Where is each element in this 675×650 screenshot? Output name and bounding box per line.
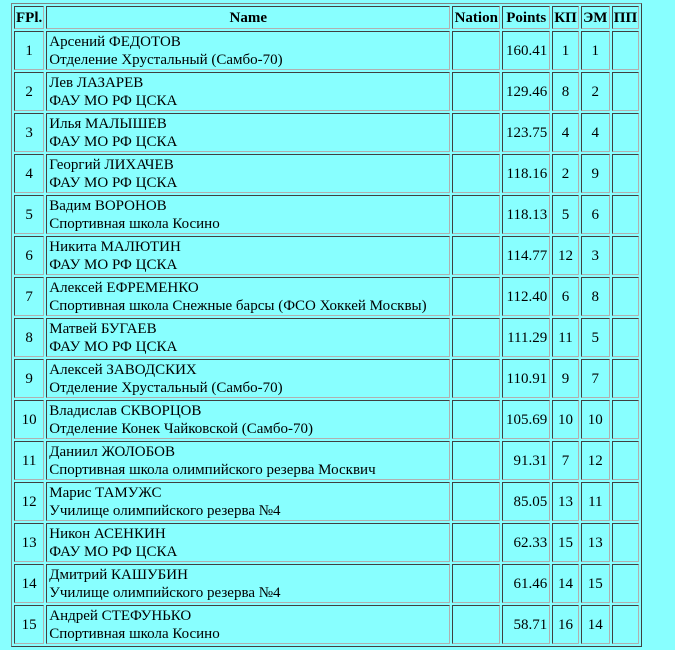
nation-cell (452, 277, 500, 316)
kp-cell: 14 (552, 564, 579, 603)
athlete-name: Никита МАЛЮТИН (49, 238, 181, 255)
kp-cell: 9 (552, 359, 579, 398)
points-cell: 91.31 (502, 441, 550, 480)
athlete-club: ФАУ МО РФ ЦСКА (49, 92, 178, 109)
em-cell: 9 (581, 154, 610, 193)
table-row (14, 72, 639, 111)
athlete-name: Арсений ФЕДОТОВ (49, 33, 181, 50)
athlete-club: Училище олимпийского резерва №4 (49, 502, 281, 519)
em-cell: 8 (581, 277, 610, 316)
table-row (14, 31, 639, 70)
pp-cell (612, 154, 639, 193)
athlete-cell (46, 400, 450, 439)
nation-cell (452, 400, 500, 439)
points-cell: 85.05 (502, 482, 550, 521)
points-cell: 112.40 (502, 277, 550, 316)
pp-cell (612, 31, 639, 70)
athlete-cell (46, 359, 450, 398)
pp-cell (612, 400, 639, 439)
athlete-cell (46, 113, 450, 152)
pp-cell (612, 359, 639, 398)
place-cell: 1 (14, 31, 44, 70)
place-cell: 4 (14, 154, 44, 193)
points-cell: 118.13 (502, 195, 550, 234)
athlete-name: Никон АСЕНКИН (49, 525, 166, 542)
athlete-club: Спортивная школа олимпийского резерва Москвич (49, 461, 376, 478)
athlete-club: Спортивная школа Косино (49, 625, 220, 642)
athlete-club: ФАУ МО РФ ЦСКА (49, 543, 178, 560)
athlete-cell (46, 154, 450, 193)
nation-cell (452, 318, 500, 357)
athlete-name: Вадим ВОРОНОВ (49, 197, 167, 214)
pp-cell (612, 318, 639, 357)
athlete-name: Илья МАЛЫШЕВ (49, 115, 167, 132)
nation-cell (452, 154, 500, 193)
place-cell: 3 (14, 113, 44, 152)
athlete-name: Андрей СТЕФУНЬКО (49, 607, 192, 624)
pp-cell (612, 564, 639, 603)
points-cell: 62.33 (502, 523, 550, 562)
athlete-name: Алексей ЗАВОДСКИХ (49, 361, 197, 378)
kp-cell: 8 (552, 72, 579, 111)
athlete-club: Отделение Хрустальный (Самбо-70) (49, 379, 283, 396)
athlete-name: Даниил ЖОЛОБОВ (49, 443, 175, 460)
athlete-cell (46, 564, 450, 603)
nation-cell (452, 482, 500, 521)
table-row (14, 605, 639, 644)
points-cell: 129.46 (502, 72, 550, 111)
kp-cell: 7 (552, 441, 579, 480)
pp-cell (612, 113, 639, 152)
header-em: ЭМ (581, 6, 610, 29)
athlete-name: Дмитрий КАШУБИН (49, 566, 188, 583)
kp-cell: 11 (552, 318, 579, 357)
place-cell: 9 (14, 359, 44, 398)
em-cell: 11 (581, 482, 610, 521)
athlete-cell (46, 277, 450, 316)
header-place: FPl. (14, 6, 44, 29)
place-cell: 5 (14, 195, 44, 234)
athlete-club: Спортивная школа Косино (49, 215, 220, 232)
athlete-cell (46, 72, 450, 111)
kp-cell: 16 (552, 605, 579, 644)
em-cell: 2 (581, 72, 610, 111)
header-points: Points (502, 6, 550, 29)
nation-cell (452, 564, 500, 603)
em-cell: 4 (581, 113, 610, 152)
header-kp: КП (552, 6, 579, 29)
athlete-club: ФАУ МО РФ ЦСКА (49, 256, 178, 273)
kp-cell: 1 (552, 31, 579, 70)
place-cell: 14 (14, 564, 44, 603)
table-row (14, 318, 639, 357)
header-name: Name (46, 6, 450, 29)
athlete-name: Алексей ЕФРЕМЕНКО (49, 279, 199, 296)
place-cell: 7 (14, 277, 44, 316)
em-cell: 6 (581, 195, 610, 234)
athlete-cell (46, 482, 450, 521)
place-cell: 6 (14, 236, 44, 275)
place-cell: 8 (14, 318, 44, 357)
kp-cell: 15 (552, 523, 579, 562)
header-nation: Nation (452, 6, 500, 29)
place-cell: 13 (14, 523, 44, 562)
athlete-club: ФАУ МО РФ ЦСКА (49, 338, 178, 355)
em-cell: 10 (581, 400, 610, 439)
athlete-name: Марис ТАМУЖС (49, 484, 162, 501)
pp-cell (612, 72, 639, 111)
nation-cell (452, 441, 500, 480)
nation-cell (452, 72, 500, 111)
table-row (14, 359, 639, 398)
points-cell: 61.46 (502, 564, 550, 603)
table-row (14, 113, 639, 152)
athlete-cell (46, 236, 450, 275)
table-row (14, 482, 639, 521)
athlete-club: Отделение Хрустальный (Самбо-70) (49, 51, 283, 68)
nation-cell (452, 236, 500, 275)
athlete-club: ФАУ МО РФ ЦСКА (49, 174, 178, 191)
athlete-name: Владислав СКВОРЦОВ (49, 402, 202, 419)
nation-cell (452, 195, 500, 234)
nation-cell (452, 359, 500, 398)
kp-cell: 12 (552, 236, 579, 275)
table-row (14, 441, 639, 480)
points-cell: 111.29 (502, 318, 550, 357)
athlete-cell (46, 195, 450, 234)
pp-cell (612, 523, 639, 562)
kp-cell: 2 (552, 154, 579, 193)
table-row (14, 277, 639, 316)
pp-cell (612, 441, 639, 480)
athlete-name: Лев ЛАЗАРЕВ (49, 74, 144, 91)
athlete-cell (46, 318, 450, 357)
em-cell: 15 (581, 564, 610, 603)
results-table (11, 3, 642, 647)
nation-cell (452, 605, 500, 644)
nation-cell (452, 523, 500, 562)
em-cell: 1 (581, 31, 610, 70)
table-row (14, 154, 639, 193)
pp-cell (612, 195, 639, 234)
place-cell: 15 (14, 605, 44, 644)
pp-cell (612, 605, 639, 644)
nation-cell (452, 31, 500, 70)
points-cell: 110.91 (502, 359, 550, 398)
place-cell: 2 (14, 72, 44, 111)
em-cell: 14 (581, 605, 610, 644)
results-body (14, 31, 639, 644)
athlete-name: Матвей БУГАЕВ (49, 320, 157, 337)
em-cell: 13 (581, 523, 610, 562)
pp-cell (612, 277, 639, 316)
kp-cell: 13 (552, 482, 579, 521)
header-row (14, 6, 639, 29)
nation-cell (452, 113, 500, 152)
athlete-name: Георгий ЛИХАЧЕВ (49, 156, 174, 173)
points-cell: 160.41 (502, 31, 550, 70)
athlete-cell (46, 605, 450, 644)
table-row (14, 523, 639, 562)
points-cell: 58.71 (502, 605, 550, 644)
table-row (14, 400, 639, 439)
kp-cell: 6 (552, 277, 579, 316)
em-cell: 7 (581, 359, 610, 398)
athlete-cell (46, 441, 450, 480)
athlete-cell (46, 31, 450, 70)
table-row (14, 195, 639, 234)
athlete-club: Спортивная школа Снежные барсы (ФСО Хоккей Москвы) (49, 297, 427, 314)
kp-cell: 10 (552, 400, 579, 439)
points-cell: 118.16 (502, 154, 550, 193)
pp-cell (612, 482, 639, 521)
place-cell: 12 (14, 482, 44, 521)
points-cell: 105.69 (502, 400, 550, 439)
em-cell: 5 (581, 318, 610, 357)
athlete-club: Отделение Конек Чайковской (Самбо-70) (49, 420, 314, 437)
points-cell: 114.77 (502, 236, 550, 275)
em-cell: 3 (581, 236, 610, 275)
points-cell: 123.75 (502, 113, 550, 152)
athlete-club: ФАУ МО РФ ЦСКА (49, 133, 178, 150)
kp-cell: 5 (552, 195, 579, 234)
athlete-cell (46, 523, 450, 562)
pp-cell (612, 236, 639, 275)
athlete-club: Училище олимпийского резерва №4 (49, 584, 281, 601)
header-pp: ПП (612, 6, 639, 29)
kp-cell: 4 (552, 113, 579, 152)
place-cell: 11 (14, 441, 44, 480)
table-row (14, 564, 639, 603)
em-cell: 12 (581, 441, 610, 480)
table-row (14, 236, 639, 275)
place-cell: 10 (14, 400, 44, 439)
